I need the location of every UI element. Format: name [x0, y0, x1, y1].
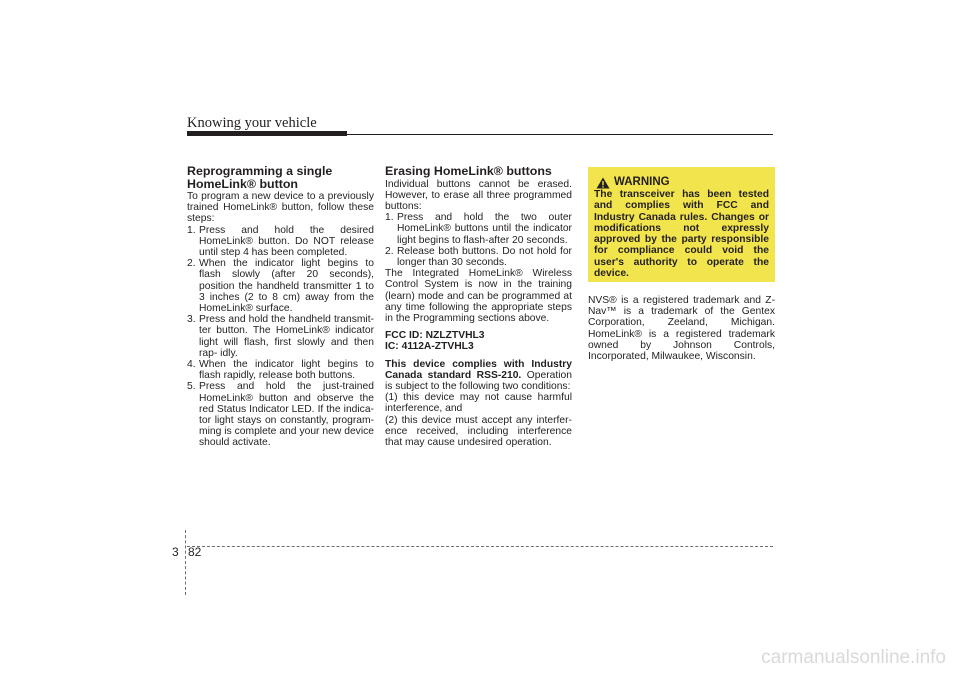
warning-box: [588, 167, 775, 282]
footer-horizontal-divider: [187, 546, 773, 547]
page-header-title: Knowing your vehicle: [187, 115, 317, 131]
heading-line-1: Reprogramming a single: [187, 164, 333, 178]
step-text: When the indicator light begins to flash slowly (after 20 seconds), position the handheld transmitter 1 to 3 inches (2 to 8 cm) away from the HomeLink® surface.: [199, 258, 374, 315]
list-item: [187, 314, 374, 359]
condition-2: (2) this device must accept any interfer- ence received, including interference that may cause undesired operation.: [385, 414, 572, 448]
ic-id: IC: 4112A-ZTVHL3: [385, 341, 474, 353]
warning-triangle-icon: [596, 176, 610, 188]
list-item: [187, 258, 374, 314]
column-reprogramming: [187, 165, 374, 449]
section-heading-erasing: Erasing HomeLink® buttons: [385, 164, 552, 178]
erasing-steps: [385, 212, 572, 268]
step-text: Press and hold the handheld transmit- ter button. The HomeLink® indicator light will flash, first slowly and then rap- idly.: [199, 314, 374, 359]
header-rule-bar: [187, 131, 347, 136]
integrated-paragraph: The Integrated HomeLink® Wireless Control System is now in the training (learn) mode and can be programmed at any time following the appropriate steps in the Programming sections above.: [385, 268, 572, 324]
step-number: 5.: [187, 381, 196, 393]
step-text: When the indicator light begins to flash rapidly, release both buttons.: [199, 359, 374, 382]
step-number: 2.: [385, 245, 394, 257]
warning-title: WARNING: [614, 176, 670, 188]
list-item: [385, 246, 572, 268]
compliance-rest: Operation is subject to the following two conditions:: [385, 369, 572, 392]
footer-chapter-number: 3: [172, 545, 179, 559]
section-heading-reprogramming: [187, 165, 374, 190]
trademark-paragraph: NVS® is a registered trademark and Z-Nav™ is a trademark of the Gentex Corporation, Zeeland, Michigan. HomeLink® is a registered trademark owned by Johnson Controls, Incorporated, Milwaukee, Wisconsin.: [588, 295, 775, 363]
heading-line-2: HomeLink® button: [187, 176, 298, 191]
step-text: Press and hold the desired HomeLink® button. Do NOT release until step 4 has been completed.: [199, 224, 374, 259]
step-text: Press and hold the just-trained HomeLink® button and observe the red Status Indicator LED. If the indica- tor light stays on constantly, program- ming is complete and your new device should activate.: [199, 381, 374, 449]
step-text: Release both buttons. Do not hold for longer than 30 seconds.: [397, 245, 572, 268]
footer-page-number: 82: [188, 545, 202, 559]
step-number: 4.: [187, 359, 196, 371]
column-erasing: [385, 165, 572, 448]
erasing-intro: Individual buttons cannot be erased. However, to erase all three programmed buttons:: [385, 178, 572, 212]
warning-header: [594, 176, 769, 188]
step-text: Press and hold the two outer HomeLink® buttons until the indicator light begins to flash-after 20 seconds.: [397, 212, 572, 246]
footer-vertical-divider: [185, 530, 186, 595]
list-item: [187, 225, 374, 259]
compliance-bold: This device complies with Industry Canada standard RSS-210.: [385, 358, 572, 381]
watermark-text: carmanualsonline.info: [761, 647, 946, 668]
condition-1: (1) this device may not cause harmful interference, and: [385, 392, 572, 415]
header-rule-line: [347, 134, 773, 135]
step-number: 1.: [187, 224, 196, 236]
list-item: [385, 212, 572, 246]
list-item: [187, 381, 374, 448]
reprogramming-intro: To program a new device to a previously trained HomeLink® button, follow these steps:: [187, 191, 374, 225]
step-number: 1.: [385, 212, 394, 224]
fcc-id: FCC ID: NZLZTVHL3: [385, 330, 485, 342]
reprogramming-steps: [187, 225, 374, 449]
list-item: [187, 359, 374, 381]
warning-text: The transceiver has been tested and complies with FCC and Industry Canada rules. Changes or modifications not expressly approved by the party responsible for compliance could void the user's authority to operate the device.: [594, 189, 769, 280]
step-number: 3.: [187, 314, 196, 326]
compliance-paragraph: [385, 359, 572, 393]
step-number: 2.: [187, 258, 196, 270]
